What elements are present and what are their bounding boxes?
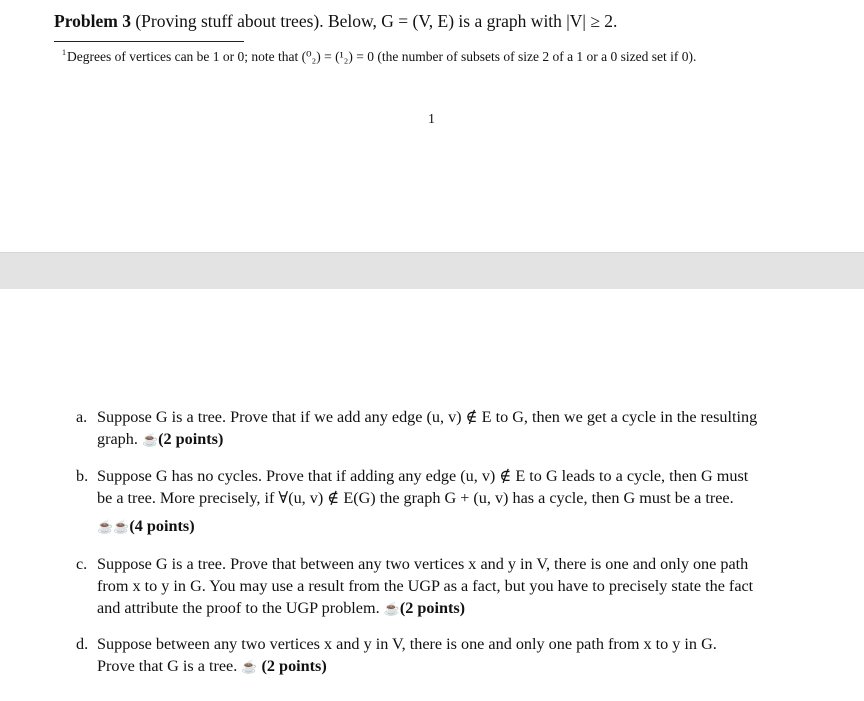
points-label: (2 points) [261, 657, 327, 675]
item-line: Prove that G is a tree. [97, 657, 238, 675]
problem-item-b [76, 465, 816, 538]
footnote-text: Degrees of vertices can be 1 or 0; note that (⁰₂) = (¹₂) = 0 (the number of subsets of size 2 of a 1 or a 0 sized set if 0). [67, 49, 697, 64]
page-separator [0, 252, 864, 290]
item-label: d. [76, 635, 89, 653]
item-label: b. [76, 467, 89, 485]
footnote-marker: 1 [62, 48, 66, 57]
problem-item-d [76, 633, 816, 678]
item-line: and attribute the proof to the UGP problem. [97, 599, 380, 617]
points-label: (2 points) [399, 599, 466, 617]
coffee-icon: ☕ [383, 601, 400, 616]
item-line: from x to y in G. You may use a result from the UGP as a fact, but you have to precisely state the fact [97, 577, 754, 595]
item-line: graph. [97, 430, 138, 448]
footnote [62, 48, 696, 65]
item-label: c. [76, 555, 88, 573]
item-label: a. [76, 408, 88, 426]
coffee-icon: ☕☕ [97, 519, 130, 534]
points-label: (2 points) [158, 430, 224, 448]
item-line: Suppose G is a tree. Prove that between any two vertices x and y in V, there is one and only one path [97, 555, 749, 573]
item-line: be a tree. More precisely, if ∀(u, v) ∉ E(G) the graph G + (u, v) has a cycle, then G must be a tree. [97, 489, 734, 507]
problem-label: Problem 3 [54, 11, 131, 31]
page-1-bottom-section [0, 0, 864, 252]
item-line: Suppose G has no cycles. Prove that if adding any edge (u, v) ∉ E to G leads to a cycle, then G must [97, 467, 749, 485]
footnote-rule [54, 41, 244, 42]
points-label: (4 points) [129, 517, 195, 535]
problem-item-c [76, 553, 816, 620]
problem-statement: Below, G = (V, E) is a graph with |V| ≥ 2. [327, 11, 618, 31]
page-number: 1 [428, 112, 435, 127]
problem-heading [54, 11, 617, 32]
item-line: Suppose G is a tree. Prove that if we add any edge (u, v) ∉ E to G, then we get a cycle in the resulting [97, 408, 758, 426]
problem-title: (Proving stuff about trees). [135, 11, 324, 31]
problem-item-a [76, 406, 816, 451]
coffee-icon: ☕ [141, 432, 159, 447]
coffee-icon: ☕ [241, 659, 258, 674]
item-line: Suppose between any two vertices x and y in V, there is one and only one path from x to y in G. [97, 635, 717, 653]
